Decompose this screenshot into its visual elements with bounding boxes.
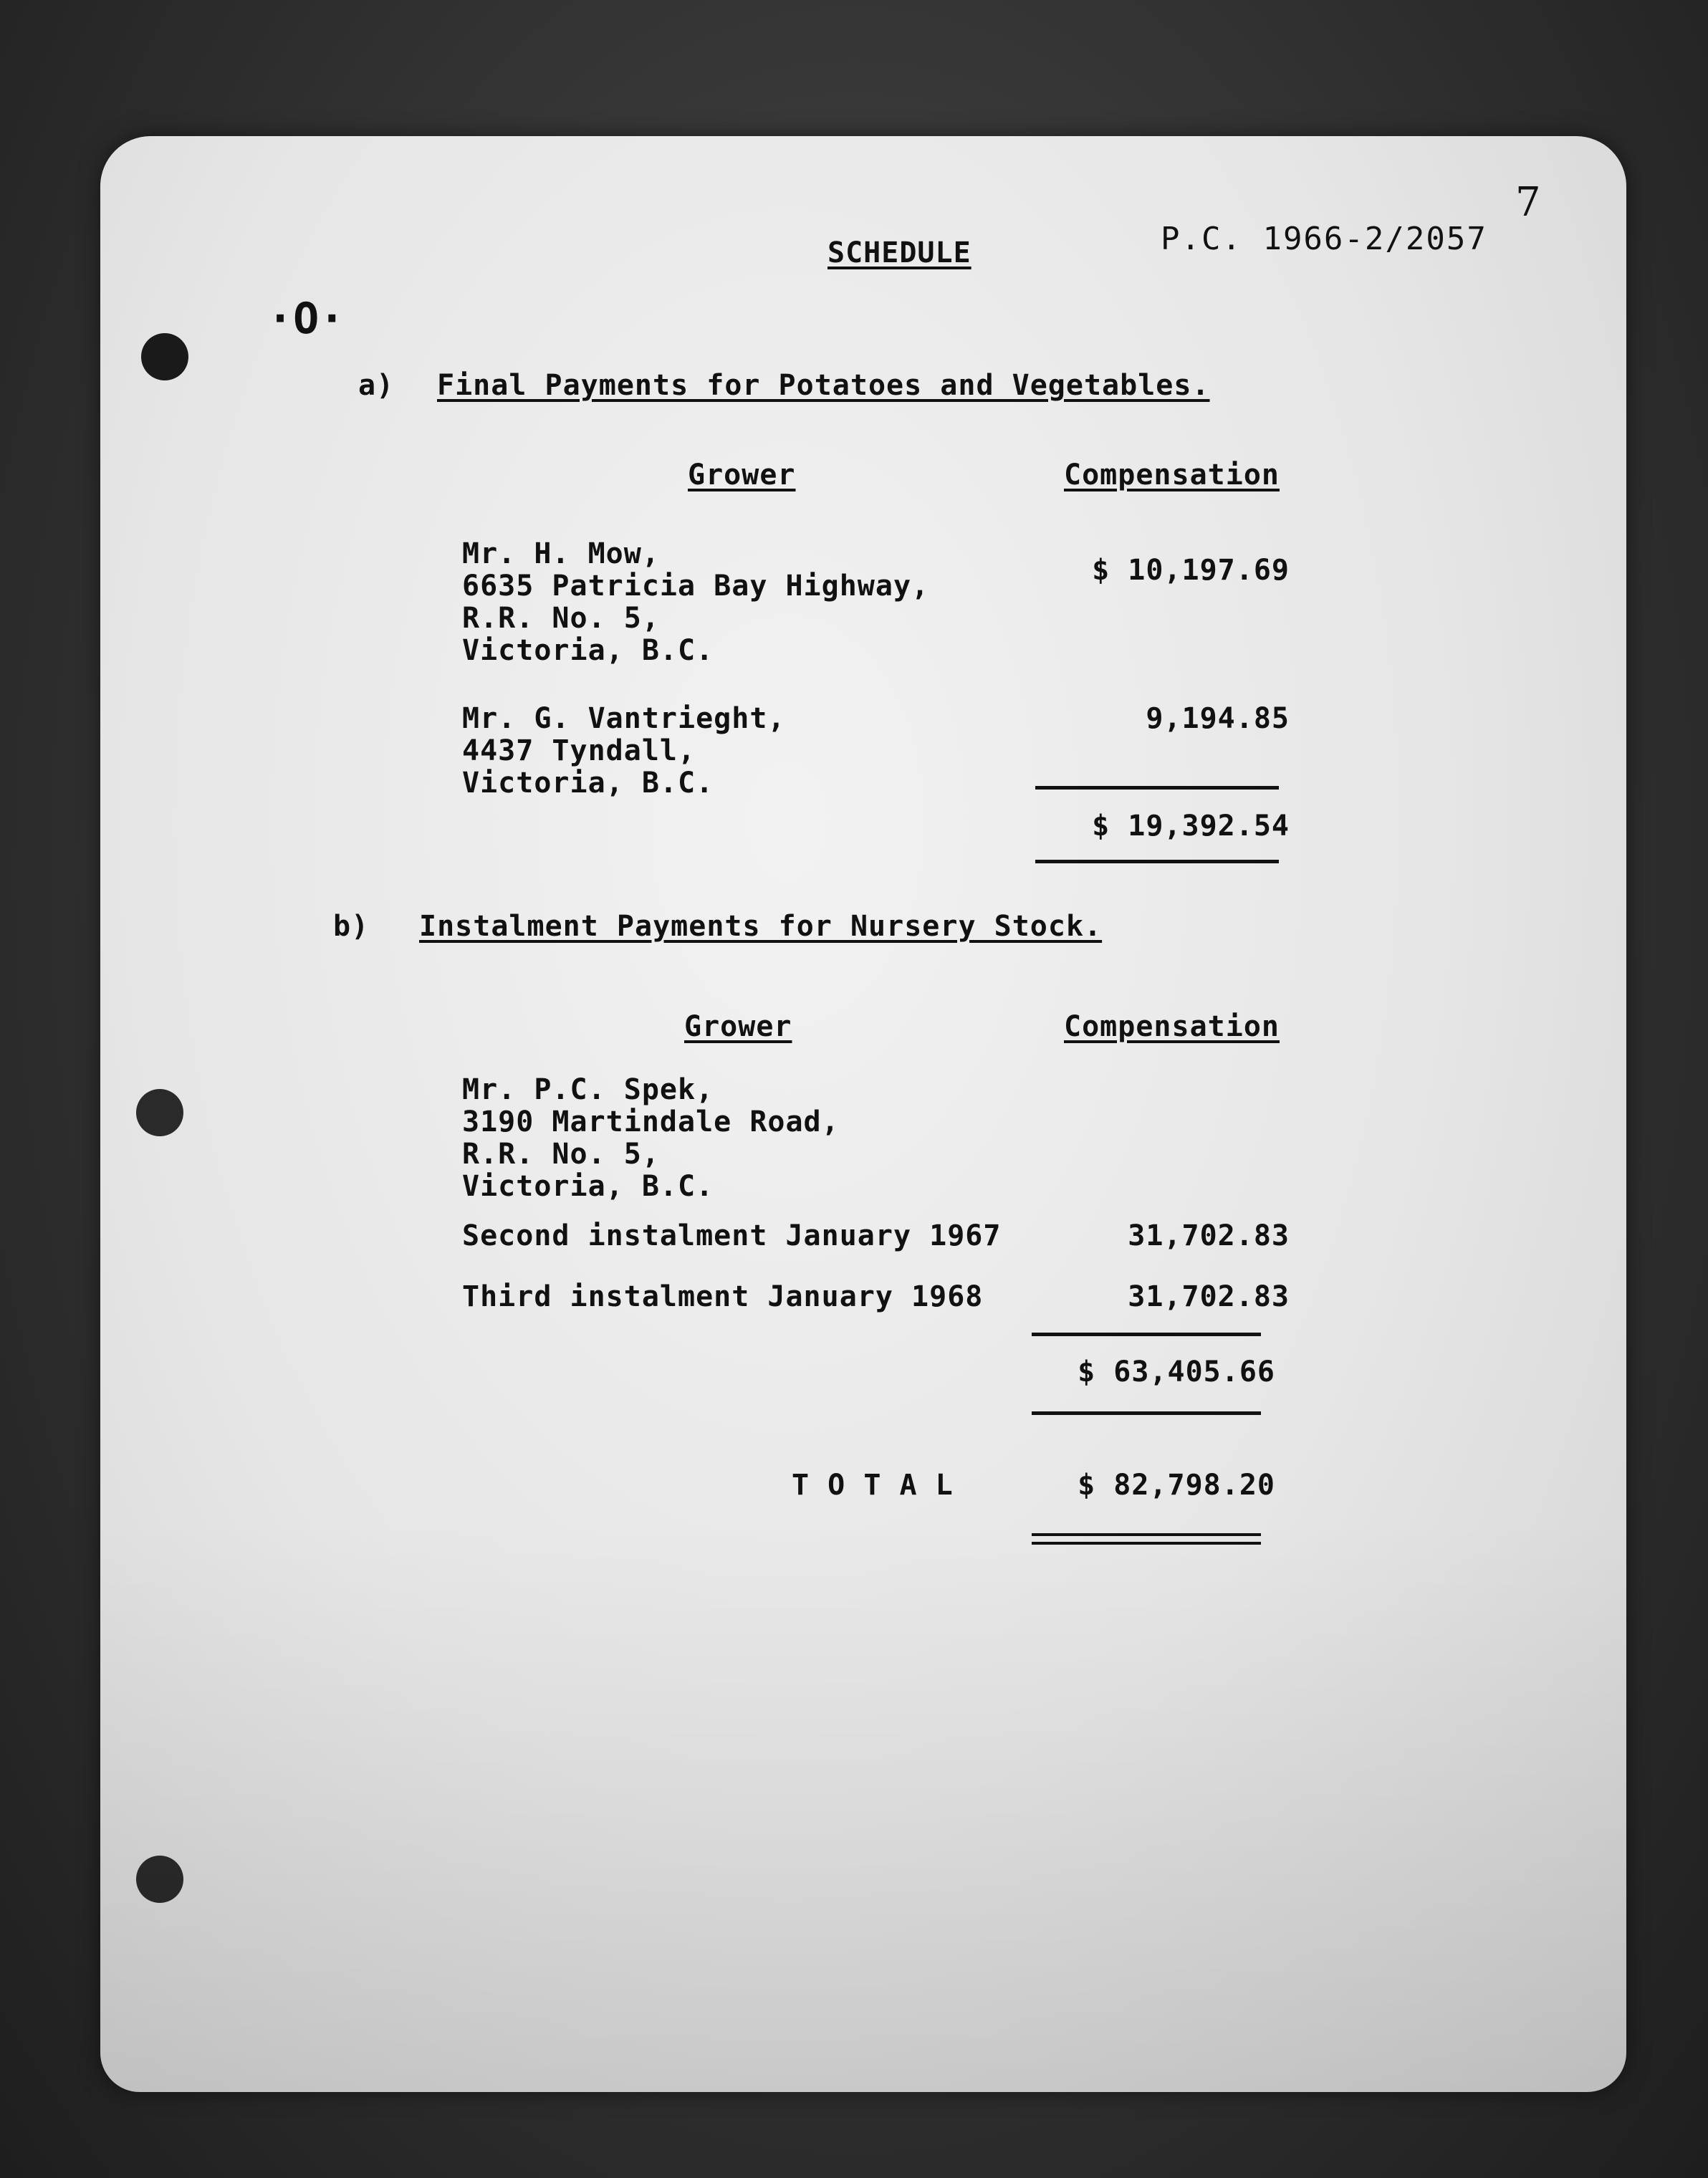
subtotal-rule-bottom	[1032, 1411, 1261, 1415]
section-a-heading: Final Payments for Potatoes and Vegetables.	[437, 369, 1210, 402]
punch-hole-bottom	[136, 1856, 183, 1903]
section-b-subtotal: $ 63,405.66	[1078, 1356, 1275, 1388]
subtotal-rule-top	[1035, 786, 1279, 790]
section-a-grower-header: Grower	[688, 459, 796, 491]
subtotal-rule-top	[1032, 1333, 1261, 1336]
section-b-compensation-header: Compensation	[1064, 1010, 1280, 1043]
total-double-rule-bottom	[1032, 1542, 1261, 1545]
instalment-label: Third instalment January 1968	[462, 1280, 984, 1313]
grower-address-line: Victoria, B.C.	[462, 634, 714, 667]
instalment-amount: 31,702.83	[1128, 1219, 1290, 1252]
punch-hole-top	[141, 333, 188, 380]
grower-address-line: Mr. H. Mow,	[462, 537, 660, 570]
section-b-heading: Instalment Payments for Nursery Stock.	[419, 910, 1103, 943]
grower-address-line: R.R. No. 5,	[462, 1138, 660, 1171]
ink-mark: ·O·	[267, 294, 345, 344]
section-a-label: a)	[358, 369, 395, 402]
document-page	[100, 136, 1626, 2092]
page-title: SCHEDULE	[827, 236, 971, 269]
document-reference: P.C. 1966-2/2057	[1161, 221, 1487, 257]
compensation-amount: $ 10,197.69	[1092, 554, 1290, 587]
grower-address-line: R.R. No. 5,	[462, 602, 660, 635]
total-label: T O T A L	[792, 1469, 954, 1502]
grower-address-line: 6635 Patricia Bay Highway,	[462, 570, 930, 603]
grower-address-line: Mr. P.C. Spek,	[462, 1073, 714, 1106]
page-number: 7	[1515, 179, 1541, 226]
section-b-grower-header: Grower	[684, 1010, 792, 1043]
subtotal-rule-bottom	[1035, 860, 1279, 863]
grower-address-line: 3190 Martindale Road,	[462, 1105, 840, 1138]
grower-address-line: Mr. G. Vantrieght,	[462, 702, 786, 735]
section-a-compensation-header: Compensation	[1064, 459, 1280, 491]
grower-address-line: 4437 Tyndall,	[462, 734, 696, 767]
grower-address-line: Victoria, B.C.	[462, 767, 714, 800]
grand-total: $ 82,798.20	[1078, 1469, 1275, 1502]
section-a-subtotal: $ 19,392.54	[1092, 810, 1290, 843]
punch-hole-middle	[136, 1089, 183, 1136]
section-b-label: b)	[333, 910, 370, 943]
compensation-amount: 9,194.85	[1146, 702, 1290, 735]
grower-address-line: Victoria, B.C.	[462, 1170, 714, 1203]
instalment-label: Second instalment January 1967	[462, 1219, 1002, 1252]
instalment-amount: 31,702.83	[1128, 1280, 1290, 1313]
total-double-rule-top	[1032, 1533, 1261, 1536]
